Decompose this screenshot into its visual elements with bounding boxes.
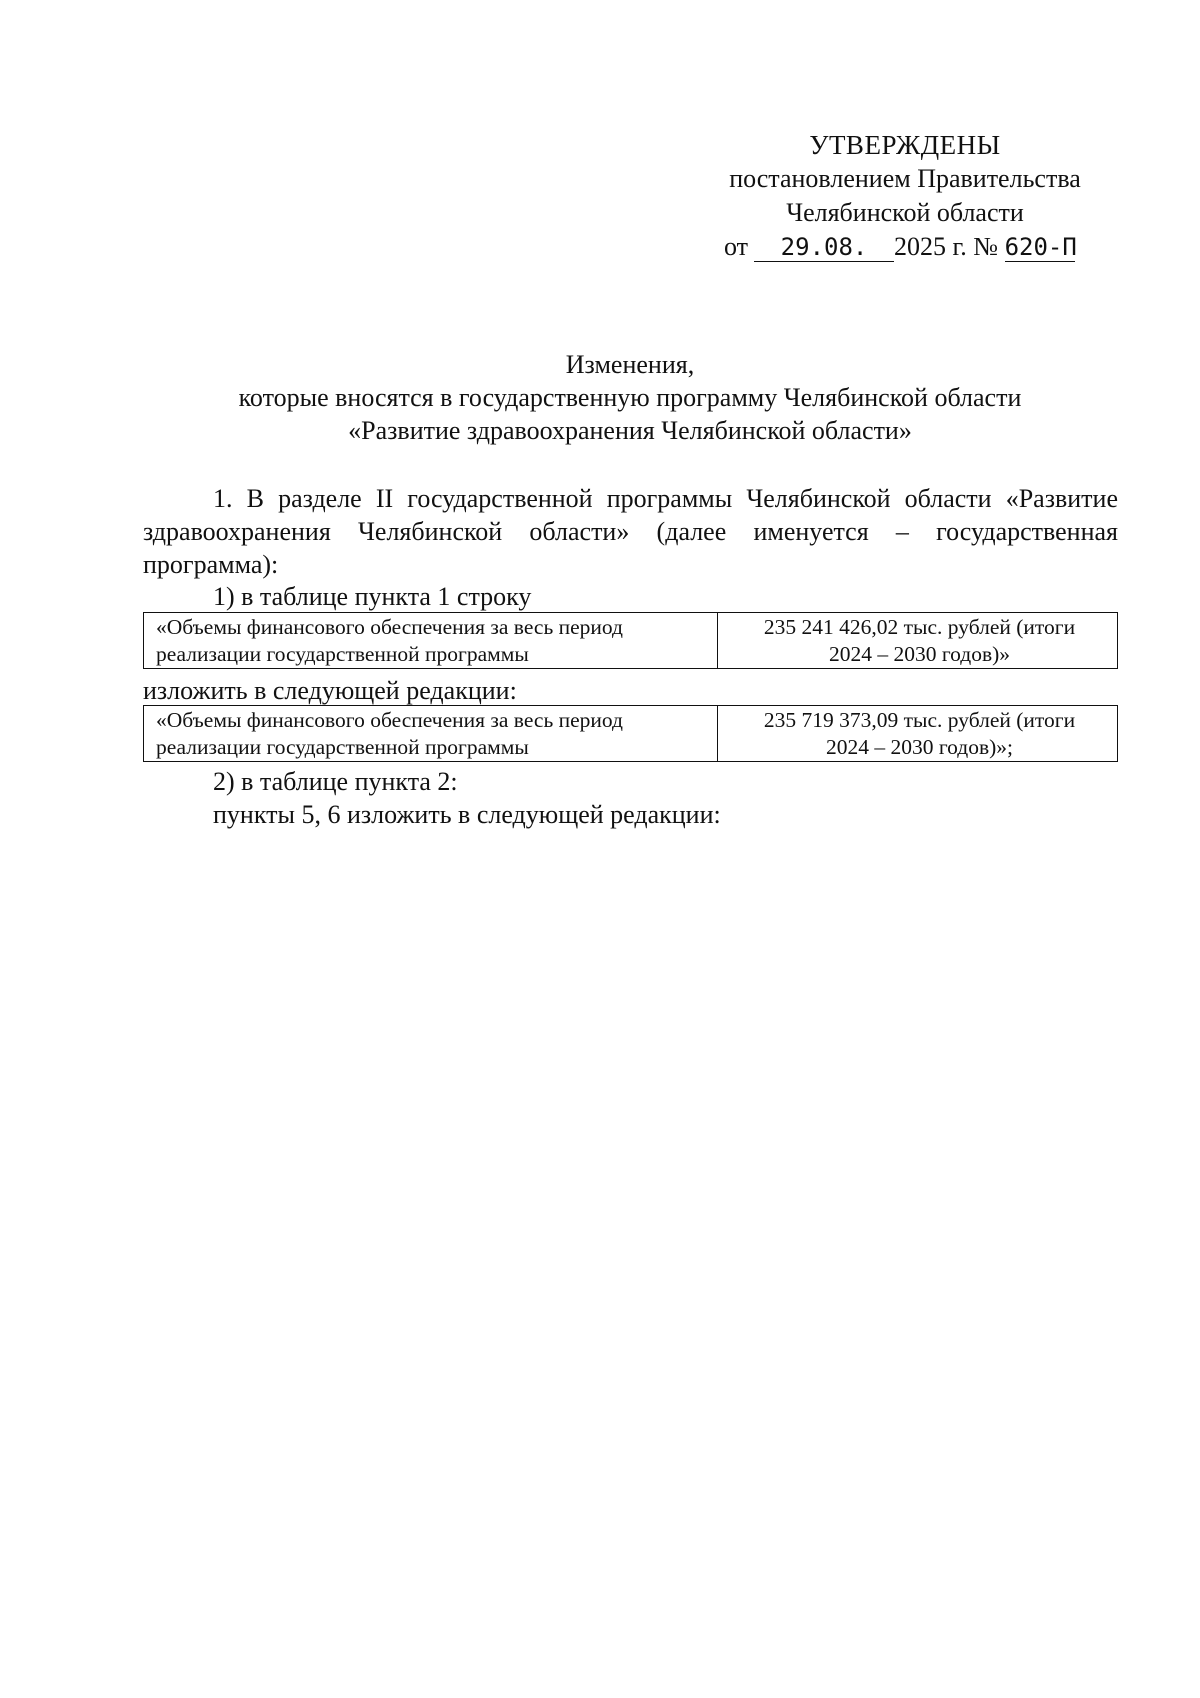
approval-region: Челябинской области xyxy=(786,198,1024,227)
approval-year: 2025 г. № xyxy=(894,232,999,261)
new-row-value-line2: 2024 – 2030 годов)»; xyxy=(825,735,1013,759)
replace-instruction: изложить в следующей редакции: xyxy=(143,676,517,705)
new-row-table xyxy=(143,705,1118,762)
approval-date: 29.08. xyxy=(754,233,894,262)
new-row-value-line1: 235 719 373,09 тыс. рублей (итоги xyxy=(763,708,1076,732)
new-row-label-line1: «Объемы финансового обеспечения за весь период xyxy=(156,708,623,732)
table-row xyxy=(144,613,1118,669)
heading-subtitle: которые вносятся в государственную программу Челябинской области xyxy=(238,383,1022,412)
item-2-instruction: пункты 5, 6 изложить в следующей редакции: xyxy=(213,800,721,829)
table-row xyxy=(144,706,1118,762)
paragraph-1: 1. В разделе II государственной программы Челябинской области «Развитие здравоохранения Челябинской области» (далее именуется – государственная программа): xyxy=(143,484,1118,579)
item-2: 2) в таблице пункта 2: xyxy=(213,767,458,796)
new-row-label xyxy=(144,706,718,762)
old-row-table xyxy=(143,612,1118,669)
new-row-label-line2: реализации государственной программы xyxy=(156,735,529,759)
item-1: 1) в таблице пункта 1 строку xyxy=(213,582,532,611)
old-row-label-line1: «Объемы финансового обеспечения за весь период xyxy=(156,615,623,639)
approval-title: УТВЕРЖДЕНЫ xyxy=(809,130,1001,160)
date-prefix: от xyxy=(724,232,749,261)
heading-title: Изменения, xyxy=(565,350,695,379)
old-row-label xyxy=(144,613,718,669)
approval-authority: постановлением Правительства xyxy=(729,164,1081,193)
approval-number: 620-П xyxy=(1004,233,1077,261)
old-row-value-line2: 2024 – 2030 годов)» xyxy=(828,642,1011,666)
approval-date-line xyxy=(690,230,1120,264)
document-heading xyxy=(140,348,1120,447)
old-row-value-line1: 235 241 426,02 тыс. рублей (итоги xyxy=(763,615,1076,639)
heading-program-name: «Развитие здравоохранения Челябинской области» xyxy=(348,416,912,445)
new-row-value xyxy=(718,706,1118,762)
old-row-value xyxy=(718,613,1118,669)
old-row-label-line2: реализации государственной программы xyxy=(156,642,529,666)
approval-block xyxy=(690,128,1120,264)
